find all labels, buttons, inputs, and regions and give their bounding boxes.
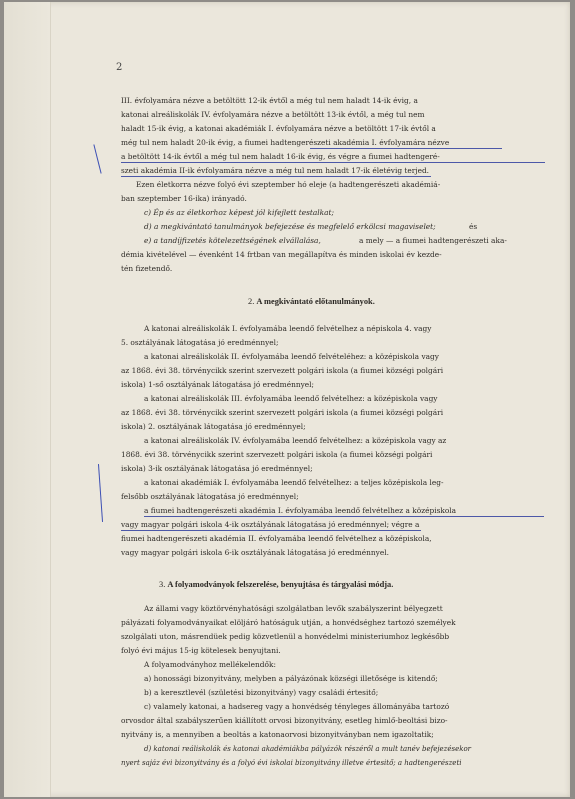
s2-line-4: az 1868. évi 38. törvénycikk szerint szervezett polgári iskola (a fiumei községi polgári [121,366,444,375]
s2-line-7: az 1868. évi 38. törvénycikk szerint szervezett polgári iskola (a fiumei községi polgári [121,408,444,417]
s3-line-11: d) katonai reáliskolák és katonai akadémiákba pályázók részéről a mult tanév befejezésekor [144,745,472,753]
s2-line-3: a katonai alreáliskolák II. évfolyamába leendő felvételéhez: a középiskola vagy [144,352,439,361]
pencil-underline [121,176,431,177]
s2-line-11: iskola) 3-ik osztályának látogatása jó eredménnyel; [121,464,313,473]
s2-line-16: fiumei hadtengerészeti akadémia II. évfolyamába leendő felvételhez a középiskola, [121,534,432,543]
s3-line-6: a) honossági bizonyitvány, melyben a pályázónak községi illetősége is kitendő; [144,674,438,683]
s2-line-6: a katonai alreáliskolák III. évfolyamába leendő felvételhez: a középiskola vagy [144,394,438,403]
s1-item-c: c) Ép és az életkorhoz képest jól kifejlett testalkat; [144,208,335,217]
s2-line-13: felsőbb osztályának látogatása jó eredménnyel; [121,492,299,501]
s2-line-10: 1868. évi 38. törvénycikk szerint szervezett polgári iskola (a fiumei községi polgári [121,450,433,459]
s1-line-4: még tul nem haladt 20-ik évig, a fiumei hadtengerészeti akadémia I. évfolyamára nézve [121,138,450,147]
s2-line-8: iskola) 2. osztályának látogatása jó eredménnyel; [121,422,306,431]
s2-line-17: vagy magyar polgári iskola 6-ik osztályának látogatása jó eredménnyel. [121,548,389,557]
pencil-underline [310,148,502,149]
pencil-margin-mark [93,144,101,173]
s1-tail-2: tén fizetendő. [121,264,173,273]
section3-heading [159,580,393,589]
s2-line-14: a fiumei hadtengerészeti akadémia I. évfolyamába leendő felvételhez a középiskola [144,506,457,515]
s1-item-d: d) a megkivántató tanulmányok befejezése és megfelelő erkölcsi magaviselet; [144,222,436,231]
s3-line-9: orvosdor által szabályszerűen kiállított orvosi bizonyitvány, esetleg himlő-beoltási bizo- [121,716,448,725]
s1-line-3: haladt 15-ik évig, a katonai akadémiák I. évfolyamára nézve a betöltött 17-ik évtől a [121,124,436,133]
s3-line-3: szolgálati uton, másrendüek pedig közvetlenül a honvédelmi ministeriumhoz legkésőbb [121,632,450,641]
section2-heading-num: 2. [248,297,255,306]
section3-heading-text: A folyamodványok felszerelése, benyujtása és tárgyalási módja. [167,580,394,589]
s2-line-15: vagy magyar polgári iskola 4-ik osztályának látogatása jó eredménnyel; végre a [121,520,420,529]
s3-line-1: Az állami vagy köztörvényhatósági szolgálatban levők szabályszerint bélyegzett [144,604,443,613]
s3-line-7: b) a keresztlevél (születési bizonyitvány) vagy családi értesitő; [144,688,379,697]
s1-item-d-suffix: és [469,222,478,231]
s3-line-2: pályázati folyamodványaikat elöljáró hatóságuk utján, a honvédséghez tartozó személyek [121,618,456,627]
s1-line-1: III. évfolyamára nézve a betöltött 12-ik évtől a még tul nem haladt 14-ik évig, a [121,96,418,105]
s3-line-4: folyó évi május 15-ig kötelesek benyujtani. [121,646,281,655]
s3-line-10: nyitvány is, a mennyiben a beoltás a katonaorvosi bizonyitványban nem igazoltatik; [121,730,434,739]
s1-line-8: ban szeptember 16-ika) irányadó. [121,194,247,203]
s2-line-12: a katonai akadémiák I. évfolyamába leendő felvételhez: a teljes középiskola leg- [144,478,444,487]
s1-line-5: a betöltött 14-ik évtől a még tul nem haladt 16-ik évig, és végre a fiumei hadtengeré- [121,152,440,161]
section3-heading-num: 3. [159,580,166,589]
s1-item-e: e) a tandíjfizetés kötelezettségének elvállalása, [144,236,321,245]
s2-line-2: 5. osztályának látogatása jó eredménnyel; [121,338,279,347]
s1-tail-1: démia kivételével — évenként 14 frtban van megállapítva és minden iskolai év kezde- [121,250,442,259]
section2-heading-text: A megkivántató előtanulmányok. [256,297,375,306]
s1-line-7: Ezen életkorra nézve folyó évi szeptember hó eleje (a hadtengerészeti akadémiá- [136,180,441,189]
document-page [4,2,570,797]
pencil-underline [121,162,545,163]
s2-line-1: A katonai alreáliskolák I. évfolyamába leendő felvételhez a népiskola 4. vagy [144,324,432,333]
s1-line-6: szeti akadémia II-ik évfolyamára nézve a még tul nem haladt 17-ik életévig terjed. [121,166,430,175]
pencil-underline [144,516,544,517]
section2-heading [248,297,375,306]
s3-line-12: nyert sajáz évi bizonyitvány és a folyó évi iskolai bizonyitvány illetve értesitő; a hadtengerészeti [121,759,462,767]
page-number: 2 [116,62,123,73]
pencil-margin-mark [98,464,103,522]
s2-line-5: iskola) 1-ső osztályának látogatása jó eredménnyel; [121,380,314,389]
s2-line-9: a katonai alreáliskolák IV. évfolyamába leendő felvételhez: a középiskola vagy az [144,436,447,445]
s3-line-8: c) valamely katonai, a hadsereg vagy a honvédség tényleges állományába tartozó [144,702,450,711]
s3-line-5: A folyamodványhoz mellékelendők: [144,660,276,669]
s1-line-2: katonai alreáliskolák IV. évfolyamára nézve a betöltött 13-ik évtől, a még tul nem [121,110,425,119]
s1-item-e-suffix: a mely — a fiumei hadtengerészeti aka- [359,236,507,245]
binding-fold [4,2,51,797]
pencil-underline [121,530,421,531]
